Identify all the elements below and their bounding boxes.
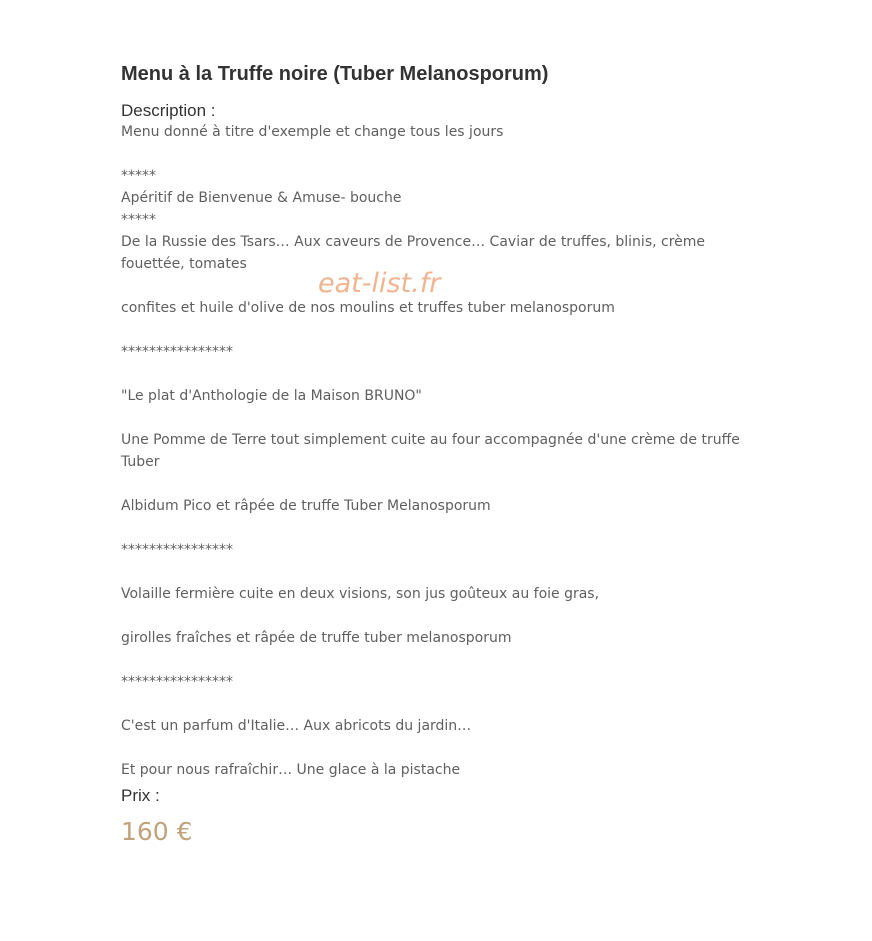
description-line: *****: [121, 212, 156, 228]
description-line: Volaille fermière cuite en deux visions, son jus goûteux au foie gras,: [121, 586, 600, 602]
description-line: [121, 737, 751, 759]
description-line: [121, 363, 751, 385]
description-line: "Le plat d'Anthologie de la Maison BRUNO": [121, 388, 422, 404]
description-line: girolles fraîches et râpée de truffe tuber melanosporum: [121, 630, 512, 646]
description-line: C'est un parfum d'Italie… Aux abricots du jardin…: [121, 718, 472, 734]
description-line: confites et huile d'olive de nos moulins et truffes tuber melanosporum: [121, 300, 615, 316]
description-line: Menu donné à titre d'exemple et change tous les jours: [121, 124, 504, 140]
menu-title: Menu à la Truffe noire (Tuber Melanosporum): [121, 63, 549, 85]
watermark-logo: eat-list.fr: [318, 268, 441, 299]
description-line: [121, 143, 751, 165]
description-line: [121, 605, 751, 627]
description-line: De la Russie des Tsars… Aux caveurs de Provence… Caviar de truffes, blinis, crème fouettée, tomates: [121, 234, 706, 272]
description-line: [121, 561, 751, 583]
price-label: Prix :: [121, 786, 160, 805]
description-text: [121, 121, 751, 781]
description-line: [121, 693, 751, 715]
description-line: [121, 319, 751, 341]
menu-card: [121, 62, 751, 846]
description-line: [121, 649, 751, 671]
description-line: [121, 473, 751, 495]
description-line: Une Pomme de Terre tout simplement cuite au four accompagnée d'une crème de truffe Tuber: [121, 432, 740, 470]
description-line: Albidum Pico et râpée de truffe Tuber Melanosporum: [121, 498, 491, 514]
description-line: *****: [121, 168, 156, 184]
description-line: [121, 275, 751, 297]
description-line: ****************: [121, 674, 233, 690]
description-line: [121, 517, 751, 539]
description-line: Apéritif de Bienvenue & Amuse- bouche: [121, 190, 402, 206]
description-line: ****************: [121, 344, 233, 360]
description-line: [121, 407, 751, 429]
description-line: ****************: [121, 542, 233, 558]
price-value: 160 €: [121, 817, 193, 846]
description-label: Description :: [121, 101, 216, 120]
description-line: Et pour nous rafraîchir… Une glace à la pistache: [121, 762, 461, 778]
